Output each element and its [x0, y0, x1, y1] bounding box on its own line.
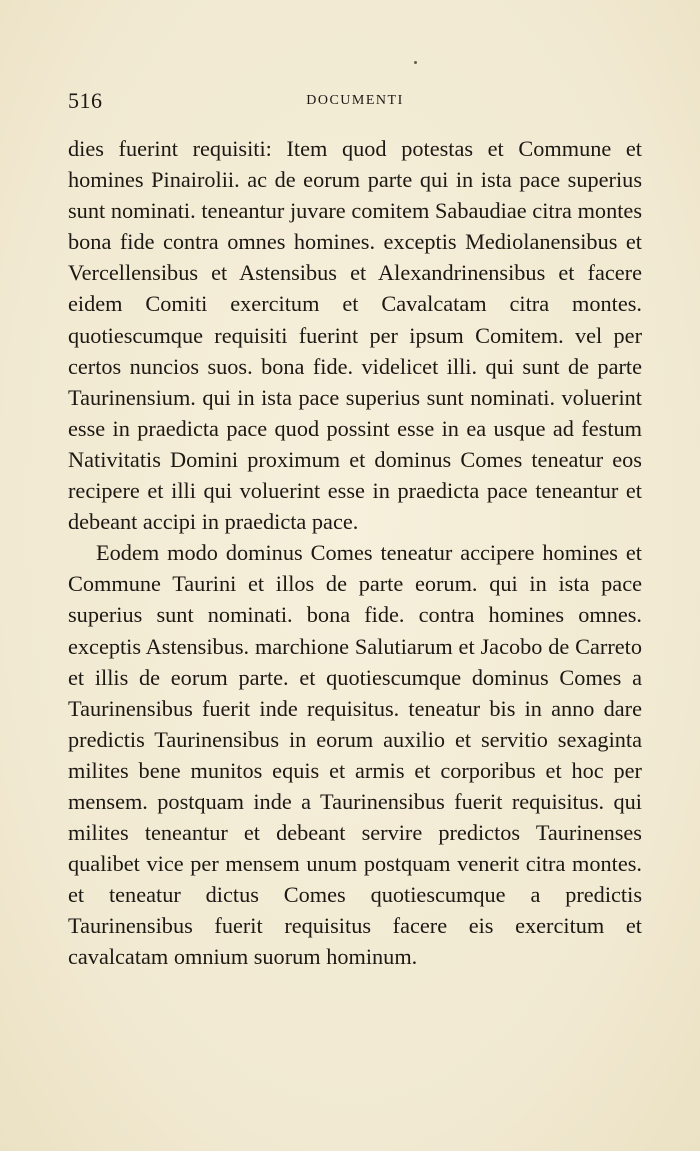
body-text [68, 133, 642, 973]
paragraph: Eodem modo dominus Comes teneatur accipere homines et Commune Taurini et illos de parte eorum. qui in ista pace superius sunt nominati. bona fide. contra homines omnes. exceptis Astensibus. marchione Salutiarum et Jacobo de Carreto et illis de eorum parte. et quotiescumque dominus Comes a Taurinensibus fuerit inde requisitus. teneatur bis in anno dare predictis Taurinensibus in eorum auxilio et servitio sexaginta milites bene munitos equis et armis et corporibus et hoc per mensem. postquam inde a Taurinensibus fuerit requisitus. qui milites teneantur et debeant servire predictos Taurinenses qualibet vice per mensem unum postquam venerit citra montes. et teneatur dictus Comes quotiescumque a predictis Taurinensibus fuerit requisitus facere eis exercitum et cavalcatam omnium suorum hominum. [68, 540, 642, 970]
running-head: DOCUMENTI [306, 93, 404, 108]
page-number: 516 [68, 88, 103, 113]
page-header [68, 88, 642, 118]
ink-speck [414, 61, 417, 64]
paragraph: dies fuerint requisiti: Item quod potestas et Commune et homines Pinairolii. ac de eorum parte qui in ista pace superius sunt nominati. teneantur juvare comitem Sabaudiae citra montes bona fide contra omnes homines. exceptis Mediolanensibus et Vercellensibus et Astensibus et Alexandrinensibus et facere eidem Comiti exercitum et Cavalcatam citra montes. quotiescumque requisiti fuerint per ipsum Comitem. vel per certos nuncios suos. bona fide. videlicet illi. qui sunt de parte Taurinensium. qui in ista pace superius sunt nominati. voluerint esse in praedicta pace quod possint esse in ea usque ad festum Nativitatis Domini proximum et dominus Comes teneatur eos recipere et illi qui voluerint esse in praedicta pace teneantur et debeant accipi in praedicta pace. [68, 136, 642, 535]
